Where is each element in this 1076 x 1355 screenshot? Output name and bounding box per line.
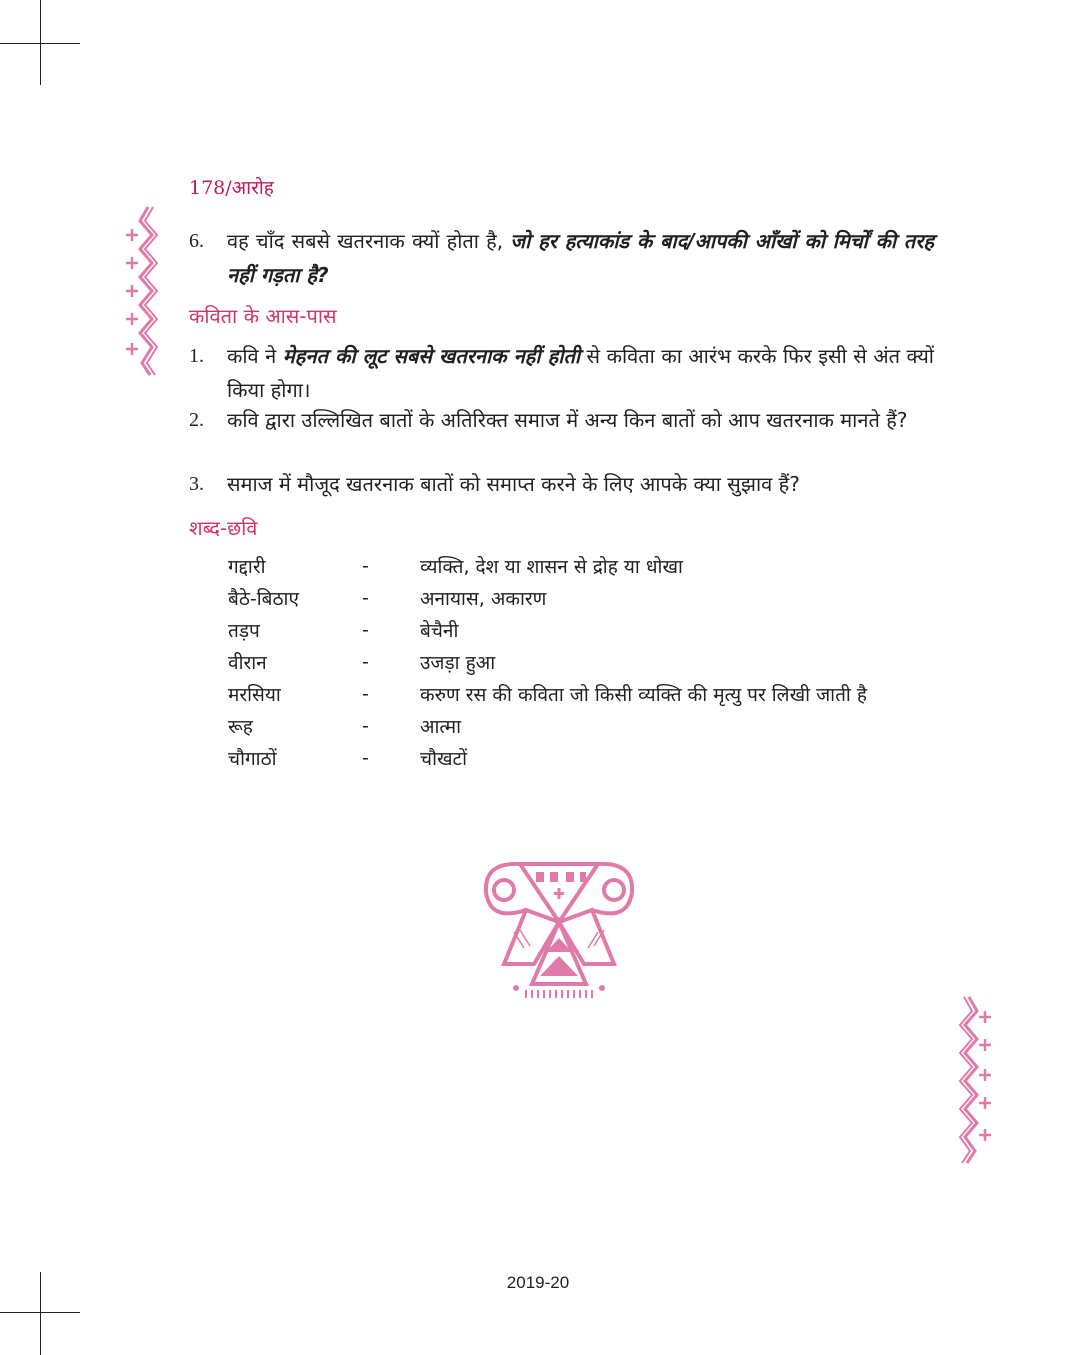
question-emphasis: जो हर हत्याकांड के बाद/आपकी आँखों को मिर्चों की तरह नहीं गड़ता है? [227,229,934,287]
glossary-meaning: उजड़ा हुआ [420,652,496,674]
question-text: वह चाँद सबसे खतरनाक क्यों होता है, [227,229,511,253]
vine-border-ornament-icon [955,995,997,1165]
section-heading-shabd-chhavi: शब्द-छवि [189,516,258,540]
glossary-term: तड़प [228,620,260,642]
glossary-meaning: बेचैनी [420,620,459,642]
question-number: 1. [189,345,204,367]
question-number: 3. [189,473,204,495]
question-text: कवि द्वारा उल्लिखित बातों के अतिरिक्त समाज में अन्य किन बातों को आप खतरनाक मानते हैं? [227,408,908,432]
question-text: कवि ने [227,344,283,368]
question-6 [189,224,934,292]
glossary-dash: - [362,683,369,705]
question-2 [189,403,934,437]
glossary-meaning: व्यक्ति, देश या शासन से द्रोह या धोखा [420,556,683,578]
glossary-meaning: चौखटों [420,748,468,770]
glossary-meaning: आत्मा [420,716,462,738]
glossary-row [228,550,938,582]
question-number: 6. [189,230,204,252]
glossary-row [228,646,938,678]
question-number: 2. [189,409,204,431]
question-3 [189,467,934,501]
question-emphasis: मेहनत की लूट सबसे खतरनाक नहीं होती [282,344,581,368]
glossary-term: वीरान [228,652,267,674]
question-text-tail: से कविता का आरंभ करके फिर इसी से अंत क्यों किया होगा। [227,344,934,402]
glossary-dash: - [362,587,369,609]
page-header: 178/आरोह [189,177,274,199]
glossary-dash: - [362,555,369,577]
vine-border-ornament-icon [120,205,162,377]
glossary-dash: - [362,651,369,673]
glossary-meaning: अनायास, अकारण [420,588,547,610]
glossary-row [228,582,938,614]
glossary-dash: - [362,747,369,769]
glossary-term: चौगाठों [228,748,277,770]
section-heading-aas-paas: कविता के आस-पास [189,304,337,328]
glossary-term: गद्दारी [228,556,266,578]
glossary-row [228,710,938,742]
footer-year: 2019-20 [506,1273,570,1292]
folk-art-motif-icon [474,852,644,1002]
glossary-term: रूह [228,716,253,738]
glossary-row [228,614,938,646]
glossary-meaning: करुण रस की कविता जो किसी व्यक्ति की मृत्यु पर लिखी जाती है [420,684,867,706]
question-text: समाज में मौजूद खतरनाक बातों को समाप्त करने के लिए आपके क्या सुझाव हैं? [227,472,800,496]
glossary-term: मरसिया [228,684,281,706]
glossary-dash: - [362,715,369,737]
glossary-dash: - [362,619,369,641]
glossary-term: बैठे-बिठाए [228,588,299,610]
glossary-row [228,678,938,710]
glossary-row [228,742,938,774]
glossary-list [228,550,938,774]
question-1 [189,339,934,407]
crop-mark-top-v [40,0,41,85]
